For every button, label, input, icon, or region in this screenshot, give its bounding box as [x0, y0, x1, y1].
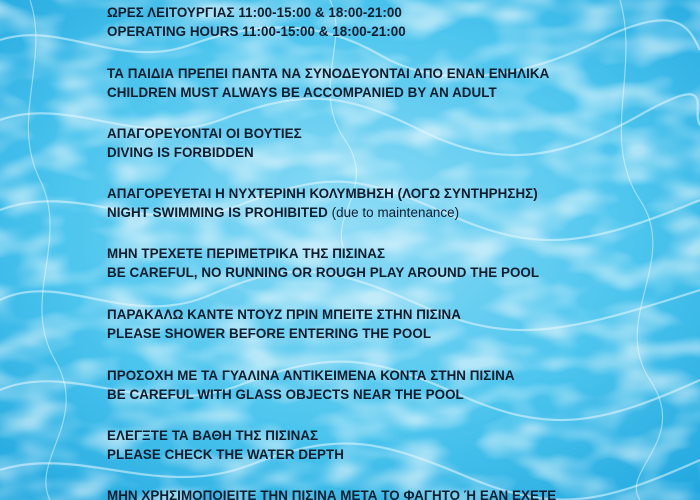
- rule-greek-text: ΠΑΡΑΚΑΛΩ ΚΑΝΤΕ ΝΤΟΥΖ ΠΡΙΝ ΜΠΕΙΤΕ ΣΤΗΝ ΠΙΣΙΝΑ: [107, 307, 461, 322]
- rule-english-text: CHILDREN MUST ALWAYS BE ACCOMPANIED BY AN ADULT: [107, 85, 497, 100]
- rule-greek-text: ΕΛΕΓΞΤΕ ΤΑ ΒΑΘΗ ΤΗΣ ΠΙΣΙΝΑΣ: [107, 428, 319, 443]
- rule-english-text: DIVING IS FORBIDDEN: [107, 145, 254, 160]
- rule-greek-text: ΑΠΑΓΟΡΕΥΟΝΤΑΙ ΟΙ ΒΟΥΤΙΕΣ: [107, 126, 302, 141]
- rule-greek-text: ΜΗΝ ΤΡΕΧΕΤΕ ΠΕΡΙΜΕΤΡΙΚΑ ΤΗΣ ΠΙΣΙΝΑΣ: [107, 246, 386, 261]
- rule-english-text: OPERATING HOURS 11:00-15:00 & 18:00-21:00: [107, 24, 406, 39]
- rule-greek-text: ΠΡΟΣΟΧΗ ΜΕ ΤΑ ΓΥΑΛΙΝΑ ΑΝΤΙΚΕΙΜΕΝΑ ΚΟΝΤΑ ΣΤΗΝ ΠΙΣΙΝΑ: [107, 368, 515, 383]
- rule-no-running: [107, 244, 539, 282]
- rule-english-note: (due to maintenance): [331, 205, 460, 220]
- rule-glass-objects: [107, 366, 515, 404]
- rule-greek-text: ΑΠΑΓΟΡΕΥΕΤΑΙ Η ΝΥΧΤΕΡΙΝΗ ΚΟΛΥΜΒΗΣΗ (ΛΟΓΩ ΣΥΝΤΗΡΗΣΗΣ): [107, 186, 538, 201]
- rule-no-diving: [107, 124, 302, 162]
- rule-english-text: PLEASE CHECK THE WATER DEPTH: [107, 447, 344, 462]
- rule-english-main: NIGHT SWIMMING IS PROHIBITED: [107, 205, 328, 220]
- rule-greek-text: ΩΡΕΣ ΛΕΙΤΟΥΡΓΙΑΣ 11:00-15:00 & 18:00-21:00: [107, 5, 402, 20]
- rule-shower-first: [107, 305, 461, 343]
- rule-english-text: BE CAREFUL, NO RUNNING OR ROUGH PLAY AROUND THE POOL: [107, 265, 540, 280]
- rule-water-depth: [107, 426, 344, 464]
- rule-operating-hours: [107, 3, 406, 41]
- rule-no-night-swimming: [107, 184, 538, 222]
- rule-greek-text: ΤΑ ΠΑΙΔΙΑ ΠΡΕΠΕΙ ΠΑΝΤΑ ΝΑ ΣΥΝΟΔΕΥΟΝΤΑΙ ΑΠΟ ΕΝΑΝ ΕΝΗΛΙΚΑ: [107, 66, 550, 81]
- rule-english-text: [107, 203, 538, 222]
- rule-english-text: BE CAREFUL WITH GLASS OBJECTS NEAR THE POOL: [107, 387, 464, 402]
- rule-greek-text: ΜΗΝ ΧΡΗΣΙΜΟΠΟΙΕΙΤΕ ΤΗΝ ΠΙΣΙΝΑ ΜΕΤΑ ΤΟ ΦΑΓΗΤΟ Ή ΕΑΝ ΕΧΕΤΕ: [107, 488, 557, 500]
- rule-after-eating: [107, 486, 556, 500]
- rule-english-text: PLEASE SHOWER BEFORE ENTERING THE POOL: [107, 326, 432, 341]
- rule-children-supervision: [107, 64, 549, 102]
